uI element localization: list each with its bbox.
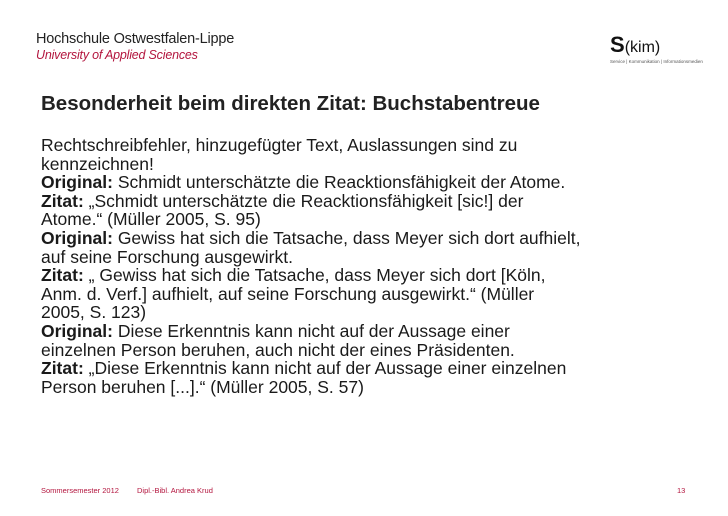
skim-logo-paren: (kim) (624, 39, 661, 56)
example-text: „Diese Erkenntnis kann nicht auf der Aussage einer einzelnen (83, 358, 567, 379)
skim-logo-mark (610, 34, 703, 59)
skim-logo-s: S (610, 32, 625, 57)
example-text: Atome.“ (Müller 2005, S. 95) (41, 209, 261, 230)
example-label: Zitat: (41, 265, 84, 286)
quote-example (41, 192, 701, 229)
slide-body (41, 136, 701, 396)
intro-paragraph (41, 136, 701, 173)
quote-example (41, 266, 701, 322)
example-label: Zitat: (41, 358, 84, 379)
example-text: Person beruhen [...].“ (Müller 2005, S. 57) (41, 376, 364, 397)
example-label: Original: (41, 172, 113, 193)
footer-semester: Sommersemester 2012 (41, 486, 119, 495)
quote-example (41, 173, 701, 192)
institution-name: Hochschule Ostwestfalen-Lippe (36, 31, 235, 47)
page-number: 13 (677, 486, 686, 495)
footer-author: Dipl.-Bibl. Andrea Krud (137, 486, 213, 495)
example-text: 2005, S. 123) (41, 302, 147, 323)
example-text: „ Gewiss hat sich die Tatsache, dass Meyer sich dort [Köln, (83, 265, 546, 286)
example-text: einzelnen Person beruhen, auch nicht der eines Präsidenten. (41, 339, 515, 360)
quote-example (41, 359, 701, 396)
university-logo (36, 31, 234, 63)
skim-logo (610, 34, 703, 65)
example-label: Zitat: (41, 190, 84, 211)
slide-title: Besonderheit beim direkten Zitat: Buchstabentreue (41, 92, 540, 115)
example-text: auf seine Forschung ausgewirkt. (41, 246, 293, 267)
example-text: „Schmidt unterschätzte die Reacktionsfähigkeit [sic!] der (83, 190, 524, 211)
example-text: Gewiss hat sich die Tatsache, dass Meyer sich dort aufhielt, (112, 227, 581, 248)
institution-subtitle: University of Applied Sciences (36, 48, 198, 62)
example-text: Anm. d. Verf.] aufhielt, auf seine Forschung ausgewirkt.“ (Müller (41, 283, 535, 304)
example-label: Original: (41, 320, 113, 341)
quote-example (41, 322, 701, 359)
skim-logo-subtitle: Service | Kommunikation | Informationsmedien (610, 59, 703, 64)
intro-line: Rechtschreibfehler, hinzugefügter Text, Auslassungen sind zu (41, 135, 518, 155)
example-text: Schmidt unterschätzte die Reacktionsfähigkeit der Atome. (112, 172, 566, 193)
quote-example (41, 229, 701, 266)
example-label: Original: (41, 227, 113, 248)
slide-footer (0, 483, 728, 497)
intro-line: kennzeichnen! (41, 153, 154, 174)
example-text: Diese Erkenntnis kann nicht auf der Aussage einer (112, 320, 510, 341)
